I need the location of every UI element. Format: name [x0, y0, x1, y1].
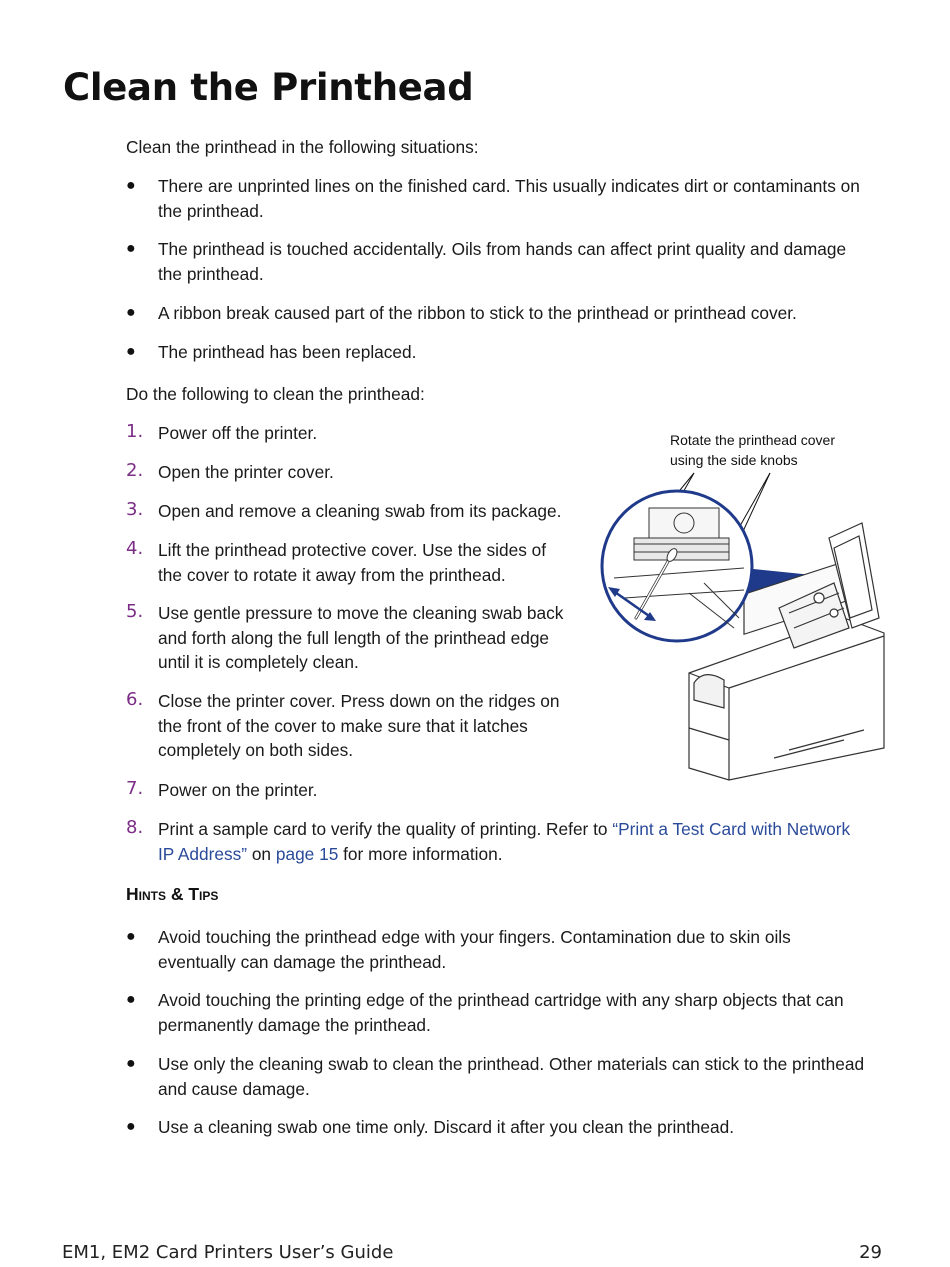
bullet-icon: ● — [126, 1118, 136, 1135]
bullet-icon: ● — [126, 928, 136, 945]
step-number: 6. — [126, 689, 144, 710]
page-15-link[interactable]: page 15 — [275, 843, 339, 864]
footer-doc-title: EM1, EM2 Card Printers User’s Guide — [62, 1242, 394, 1263]
step-number: 7. — [126, 778, 144, 799]
step-text-3: Open and remove a cleaning swab from its package. — [158, 501, 562, 521]
hint-item-1: Avoid touching the printhead edge with your fingers. Contamination due to skin oils eventually can damage the printhead. — [158, 927, 791, 972]
step-text-5: Use gentle pressure to move the cleaning swab back and forth along the full length of the printhead edge until it is completely clean. — [158, 603, 564, 672]
figure-callout: Rotate the printhead cover using the side knobs — [670, 432, 835, 468]
situation-item-4: The printhead has been replaced. — [158, 342, 417, 362]
bullet-icon: ● — [126, 304, 136, 321]
bullet-icon: ● — [126, 177, 136, 194]
footer-page-number: 29 — [859, 1242, 882, 1263]
step-text-2: Open the printer cover. — [158, 462, 334, 482]
step-number: 8. — [126, 817, 144, 838]
step-text-8: Print a sample card to verify the quality of printing. Refer to “Print a Test Card with Network IP Address” on page 15 for more information. — [158, 819, 851, 864]
step-text-7: Power on the printer. — [158, 780, 318, 800]
hint-item-4: Use a cleaning swab one time only. Discard it after you clean the printhead. — [158, 1117, 735, 1137]
situations-intro: Clean the printhead in the following situations: — [126, 137, 479, 157]
printer-illustration — [594, 468, 894, 788]
page-title: Clean the Printhead — [63, 66, 474, 109]
situation-item-2: The printhead is touched accidentally. Oils from hands can affect print quality and damage the printhead. — [158, 239, 847, 284]
step-text-1: Power off the printer. — [158, 423, 318, 443]
bullet-icon: ● — [126, 991, 136, 1008]
situation-item-3: A ribbon break caused part of the ribbon to stick to the printhead or printhead cover. — [158, 303, 797, 323]
hints-heading: Hints & Tips — [126, 884, 219, 904]
bullet-icon: ● — [126, 1055, 136, 1072]
step-text-6: Close the printer cover. Press down on the ridges on the front of the cover to make sure that it latches completely on both sides. — [158, 691, 560, 760]
bullet-icon: ● — [126, 240, 136, 257]
step-number: 4. — [126, 538, 144, 559]
step-number: 2. — [126, 460, 144, 481]
step-number: 3. — [126, 499, 144, 520]
step-number: 5. — [126, 601, 144, 622]
bullet-icon: ● — [126, 343, 136, 360]
hint-item-3: Use only the cleaning swab to clean the printhead. Other materials can stick to the printhead and cause damage. — [158, 1054, 865, 1099]
test-card-link[interactable]: “Print a Test Card with Network IP Address” — [158, 819, 851, 864]
step-number: 1. — [126, 421, 144, 442]
step-text-4: Lift the printhead protective cover. Use the sides of the cover to rotate it away from the printhead. — [158, 540, 547, 585]
hint-item-2: Avoid touching the printing edge of the printhead cartridge with any sharp objects that can permanently damage the printhead. — [158, 990, 844, 1035]
situation-item-1: There are unprinted lines on the finished card. This usually indicates dirt or contaminants on the printhead. — [158, 176, 860, 221]
steps-intro: Do the following to clean the printhead: — [126, 384, 425, 404]
magnified-detail — [602, 491, 752, 641]
